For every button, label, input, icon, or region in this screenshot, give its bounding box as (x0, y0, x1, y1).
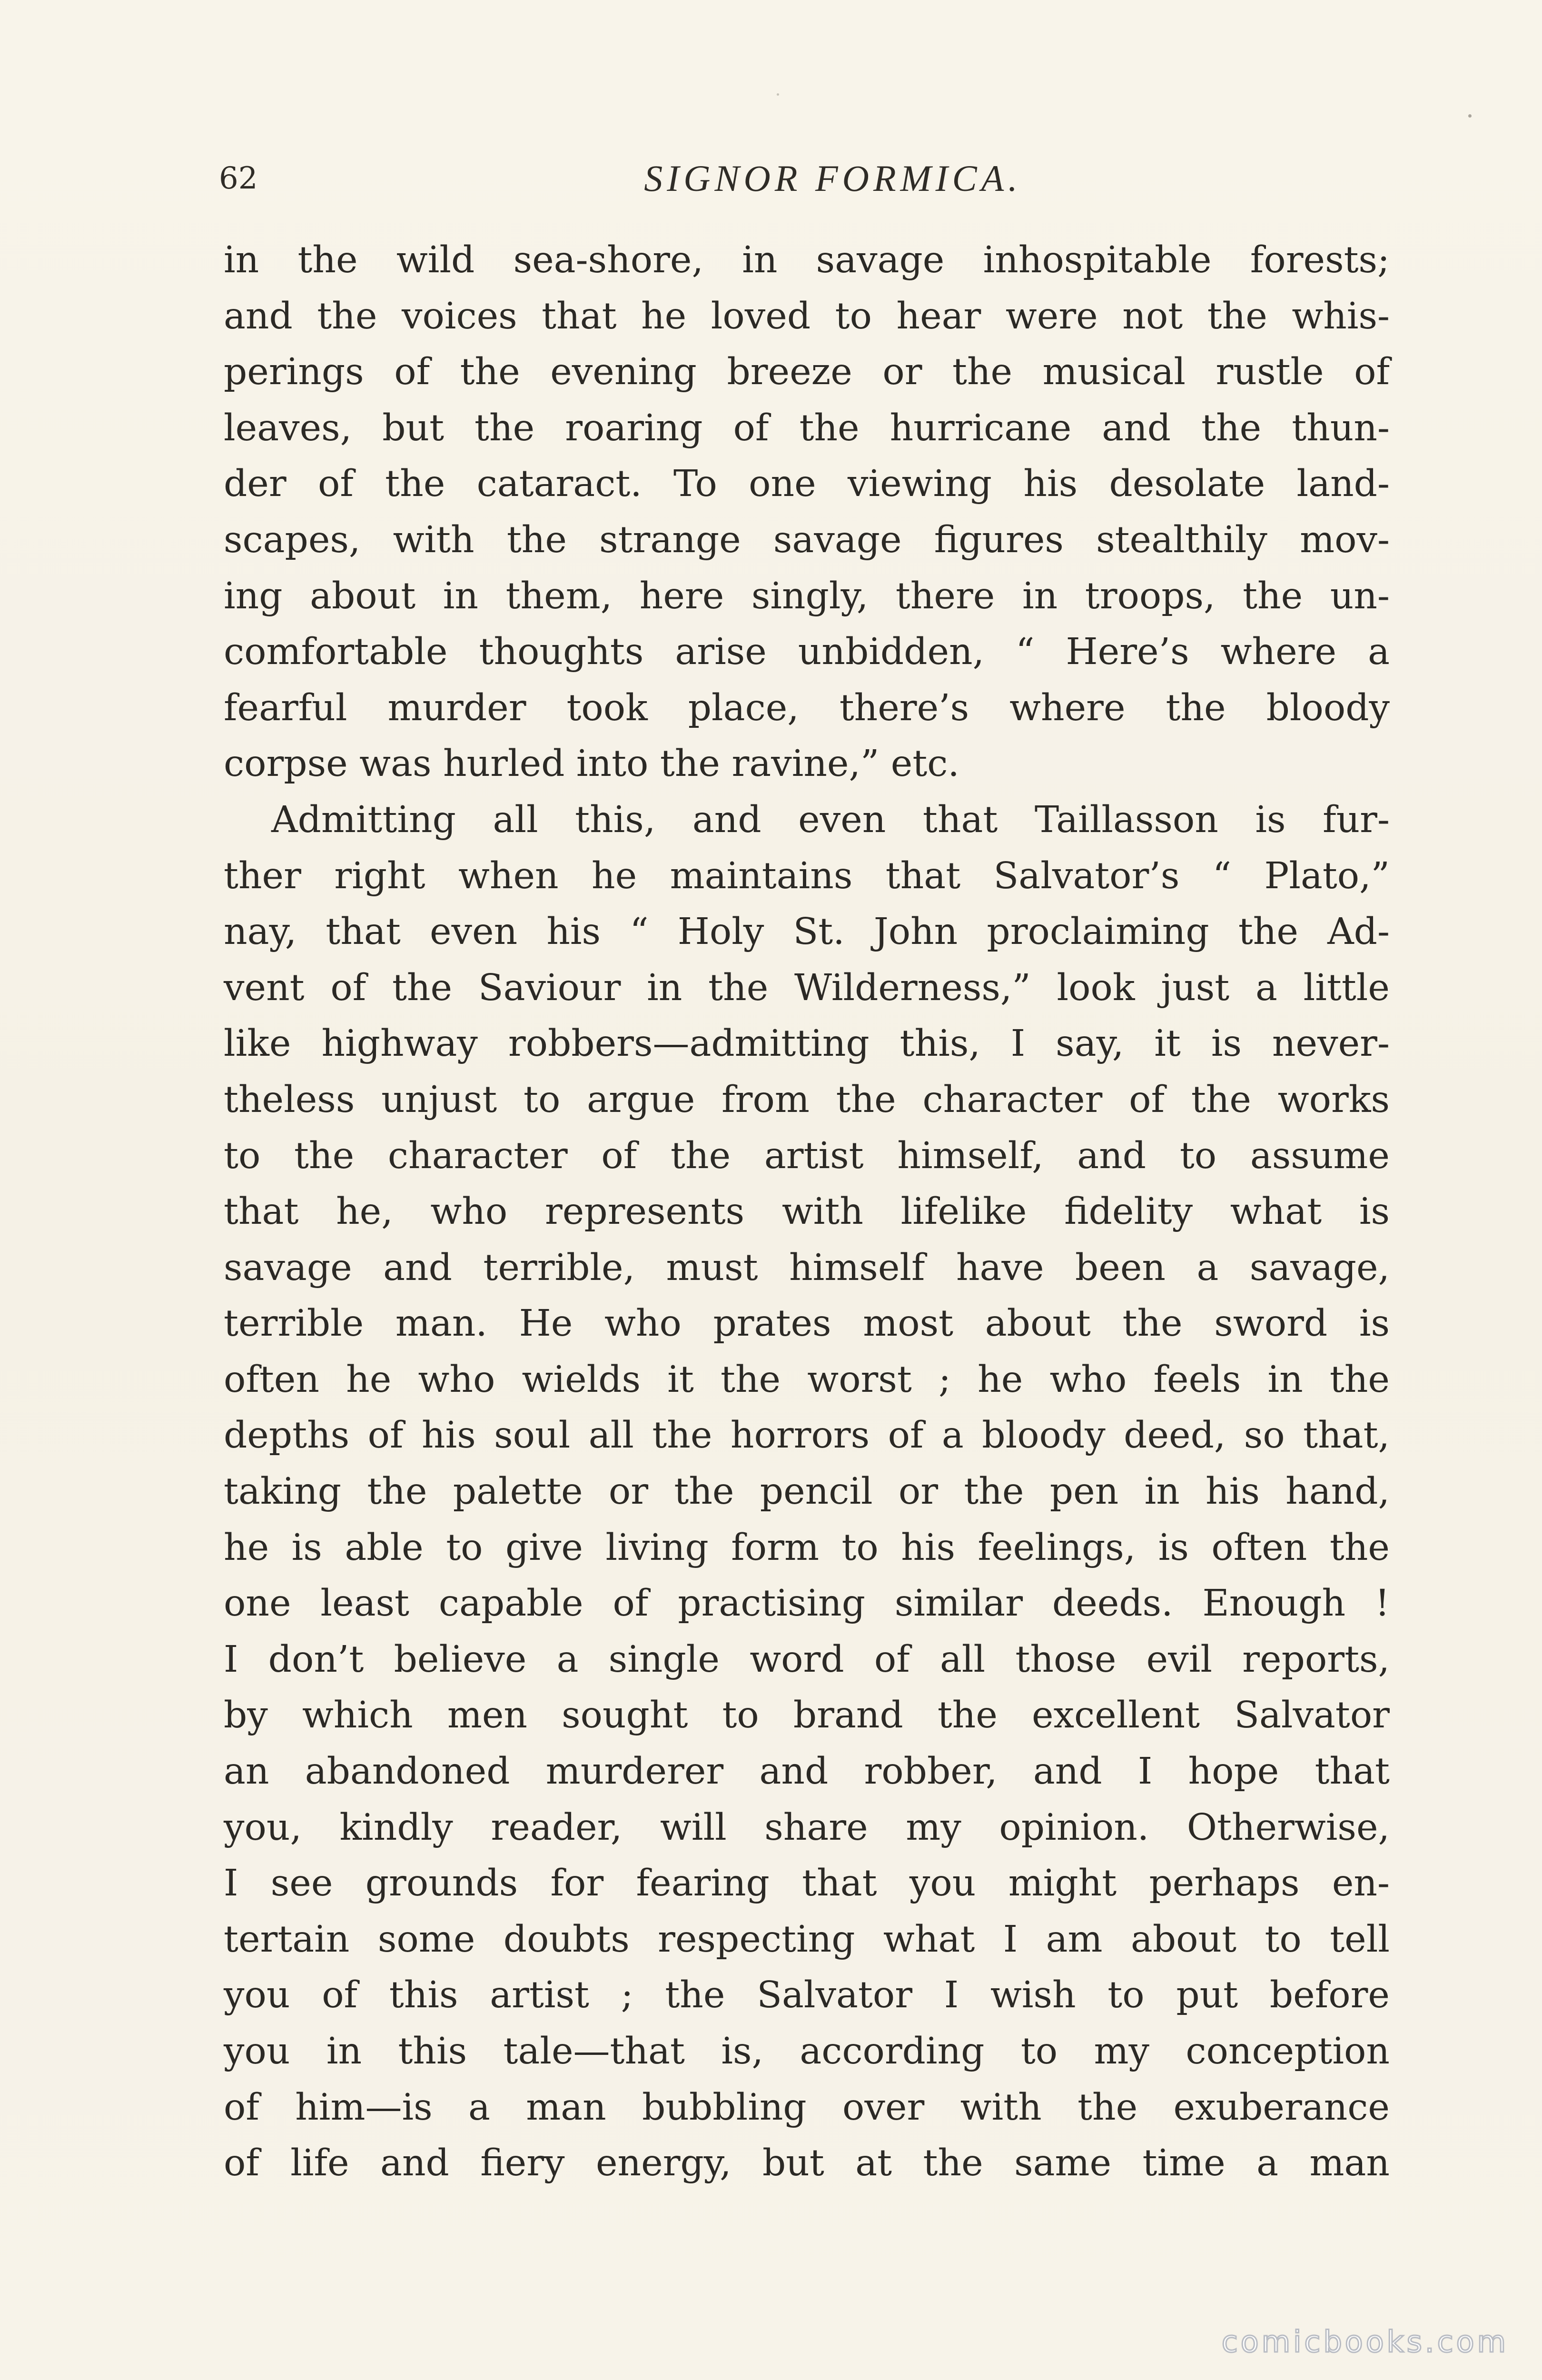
text-line: I see grounds for fearing that you might perhaps en- (224, 1862, 1390, 1905)
body-text (224, 232, 1390, 2192)
text-line: you, kindly reader, will share my opinion. Otherwise, (224, 1806, 1390, 1849)
text-line: tertain some doubts respecting what I am about to tell (224, 1918, 1390, 1961)
paper-speck (1468, 114, 1472, 118)
page-number: 62 (219, 161, 258, 196)
text-line: savage and terrible, must himself have been a savage, (224, 1246, 1390, 1289)
text-line: like highway robbers—admitting this, I say, it is never- (224, 1022, 1390, 1065)
text-line: depths of his soul all the horrors of a bloody deed, so that, (224, 1414, 1390, 1457)
page-header (219, 152, 1390, 205)
text-line: you in this tale—that is, according to my conception (224, 2030, 1390, 2073)
text-line: perings of the evening breeze or the musical rustle of (224, 351, 1390, 394)
text-line: nay, that even his “ Holy St. John proclaiming the Ad- (224, 911, 1390, 953)
text-line: ther right when he maintains that Salvator’s “ Plato,” (224, 854, 1390, 897)
text-line: to the character of the artist himself, and to assume (224, 1134, 1390, 1177)
text-line: of him—is a man bubbling over with the exuberance (224, 2086, 1390, 2129)
text-line: comfortable thoughts arise unbidden, “ Here’s where a (224, 631, 1390, 674)
text-line: he is able to give living form to his feelings, is often the (224, 1526, 1390, 1569)
text-line: scapes, with the strange savage figures stealthily mov- (224, 518, 1390, 561)
text-line: I don’t believe a single word of all those evil reports, (224, 1638, 1390, 1681)
text-line: leaves, but the roaring of the hurricane and the thun- (224, 407, 1390, 449)
paragraph-first-line: Admitting all this, and even that Taillasson is fur- (271, 798, 1390, 841)
text-line: in the wild sea-shore, in savage inhospitable forests; (224, 239, 1390, 281)
watermark: comicbooks.com (1221, 2324, 1509, 2359)
text-line: terrible man. He who prates most about the sword is (224, 1302, 1390, 1345)
text-line: one least capable of practising similar deeds. Enough ! (224, 1582, 1390, 1625)
text-line: an abandoned murderer and robber, and I hope that (224, 1750, 1390, 1793)
paper-speck (777, 93, 779, 96)
text-line: by which men sought to brand the excellent Salvator (224, 1694, 1390, 1737)
text-line: and the voices that he loved to hear were not the whis- (224, 295, 1390, 337)
text-line: that he, who represents with lifelike fidelity what is (224, 1190, 1390, 1233)
text-line: theless unjust to argue from the character of the works (224, 1078, 1390, 1121)
text-line: corpse was hurled into the ravine,” etc. (224, 743, 959, 785)
running-title: SIGNOR FORMICA. (644, 158, 1022, 199)
text-line: ing about in them, here singly, there in troops, the un- (224, 575, 1390, 617)
text-line: of life and fiery energy, but at the same time a man (224, 2142, 1390, 2185)
text-line: der of the cataract. To one viewing his desolate land- (224, 463, 1390, 506)
text-line: often he who wields it the worst ; he who feels in the (224, 1358, 1390, 1401)
text-line: fearful murder took place, there’s where the bloody (224, 686, 1390, 729)
text-line: vent of the Saviour in the Wilderness,” look just a little (224, 966, 1390, 1009)
text-line: you of this artist ; the Salvator I wish to put before (224, 1974, 1390, 2017)
text-line: taking the palette or the pencil or the pen in his hand, (224, 1470, 1390, 1513)
